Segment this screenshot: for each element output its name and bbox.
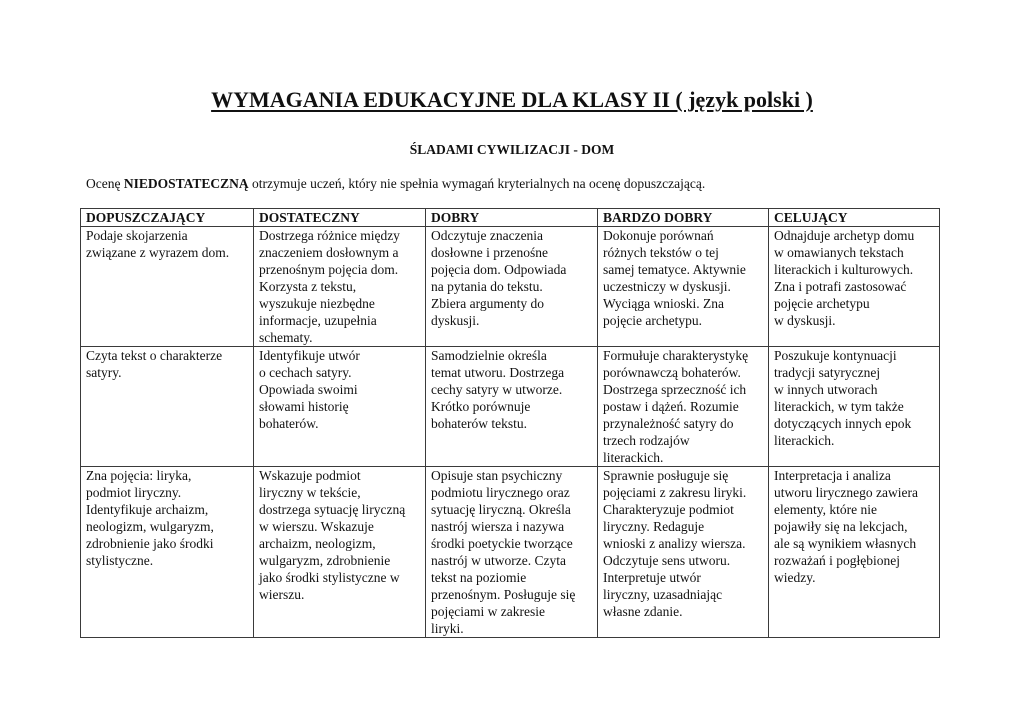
cell-text-line: samej tematyce. Aktywnie: [603, 262, 746, 277]
cell-text-line: liryczny. Redaguje: [603, 519, 705, 534]
cell-text-line: Poszukuje kontynuacji: [774, 348, 897, 363]
column-header-dopuszczajacy: DOPUSZCZAJĄCY: [81, 209, 254, 227]
cell-text-line: liryczny w tekście,: [259, 485, 361, 500]
document-title: WYMAGANIA EDUKACYJNE DLA KLASY II ( język polski ): [211, 87, 813, 112]
cell-text-line: na pytania do tekstu.: [431, 279, 543, 294]
cell-text-line: bohaterów.: [259, 416, 319, 431]
cell-text-line: jako środki stylistyczne w: [259, 570, 400, 585]
cell-text-line: Zbiera argumenty do: [431, 296, 544, 311]
cell-text-line: liryczny, uzasadniając: [603, 587, 723, 602]
cell-text-line: Odnajduje archetyp domu: [774, 228, 915, 243]
cell-text-line: związane z wyrazem dom.: [86, 245, 230, 260]
table-cell-dobry: [426, 347, 598, 467]
table-row: [81, 347, 940, 467]
table-row: [81, 467, 940, 638]
cell-text-line: Identyfikuje utwór: [259, 348, 360, 363]
cell-text-line: stylistyczne.: [86, 553, 154, 568]
cell-text-line: porównawczą bohaterów.: [603, 365, 741, 380]
cell-text-line: o cechach satyry.: [259, 365, 352, 380]
cell-text-line: rozważań i pogłębionej: [774, 553, 900, 568]
cell-text-line: Zna pojęcia: liryka,: [86, 468, 192, 483]
cell-text-line: elementy, które nie: [774, 502, 877, 517]
cell-text-line: literackich.: [603, 450, 664, 465]
cell-text-line: w dyskusji.: [774, 313, 836, 328]
cell-text-line: nastrój wiersza i nazywa: [431, 519, 565, 534]
cell-text-line: wnioski z analizy wiersza.: [603, 536, 746, 551]
table-cell-dobry: [426, 227, 598, 347]
table-cell-dostateczny: [254, 467, 426, 638]
cell-text-line: trzech rodzajów: [603, 433, 690, 448]
cell-text-line: Odczytuje znaczenia: [431, 228, 544, 243]
cell-text-line: literackich i kulturowych.: [774, 262, 914, 277]
cell-text-line: podmiotu lirycznego oraz: [431, 485, 570, 500]
cell-text-line: pojęciami z zakresu liryki.: [603, 485, 747, 500]
cell-text-line: pojawiły się na lekcjach,: [774, 519, 908, 534]
table-cell-dopuszczajacy: [81, 347, 254, 467]
cell-text-line: podmiot liryczny.: [86, 485, 182, 500]
cell-text-line: zdrobnienie jako środki: [86, 536, 214, 551]
cell-text-line: informacje, uzupełnia: [259, 313, 377, 328]
cell-text-line: wierszu.: [259, 587, 305, 602]
cell-text-line: Samodzielnie określa: [431, 348, 547, 363]
table-cell-dopuszczajacy: [81, 227, 254, 347]
requirements-table: [80, 208, 940, 638]
cell-text-line: sytuację liryczną. Określa: [431, 502, 571, 517]
cell-text-line: znaczeniem dosłownym a: [259, 245, 399, 260]
cell-text-line: ale są wynikiem własnych: [774, 536, 917, 551]
cell-text-line: Podaje skojarzenia: [86, 228, 188, 243]
table-cell-bardzo-dobry: [598, 467, 769, 638]
column-header-celujacy: CELUJĄCY: [769, 209, 940, 227]
cell-text-line: Opowiada swoimi: [259, 382, 358, 397]
cell-text-line: Wyciąga wnioski. Zna: [603, 296, 725, 311]
cell-text-line: Krótko porównuje: [431, 399, 531, 414]
cell-text-line: Identyfikuje archaizm,: [86, 502, 209, 517]
table-cell-bardzo-dobry: [598, 347, 769, 467]
cell-text-line: wyszukuje niezbędne: [259, 296, 375, 311]
cell-text-line: pojęcie archetypu.: [603, 313, 702, 328]
cell-text-line: w innych utworach: [774, 382, 878, 397]
cell-text-line: dosłowne i przenośne: [431, 245, 548, 260]
cell-text-line: Interpretuje utwór: [603, 570, 701, 585]
table-cell-dopuszczajacy: [81, 467, 254, 638]
table-cell-dostateczny: [254, 347, 426, 467]
table-cell-celujacy: [769, 227, 940, 347]
column-header-dobry: DOBRY: [426, 209, 598, 227]
document-subtitle: ŚLADAMI CYWILIZACJI - DOM: [409, 142, 615, 157]
cell-text-line: nastrój w utworze. Czyta: [431, 553, 566, 568]
table-cell-celujacy: [769, 467, 940, 638]
cell-text-line: Wskazuje podmiot: [259, 468, 361, 483]
cell-text-line: temat utworu. Dostrzega: [431, 365, 565, 380]
cell-text-line: Charakteryzuje podmiot: [603, 502, 734, 517]
cell-text-line: bohaterów tekstu.: [431, 416, 527, 431]
intro-paragraph: [86, 175, 705, 193]
cell-text-line: Dokonuje porównań: [603, 228, 714, 243]
cell-text-line: Zna i potrafi zastosować: [774, 279, 907, 294]
table-cell-bardzo-dobry: [598, 227, 769, 347]
cell-text-line: postaw i dążeń. Rozumie: [603, 399, 739, 414]
cell-text-line: schematy.: [259, 330, 313, 345]
cell-text-line: słowami historię: [259, 399, 349, 414]
cell-text-line: Formułuje charakterystykę: [603, 348, 749, 363]
cell-text-line: literackich, w tym także: [774, 399, 904, 414]
intro-grade-name: NIEDOSTATECZNĄ: [123, 176, 249, 191]
cell-text-line: liryki.: [431, 621, 464, 636]
cell-text-line: dotyczących innych epok: [774, 416, 912, 431]
cell-text-line: własne zdanie.: [603, 604, 683, 619]
cell-text-line: dostrzega sytuację liryczną: [259, 502, 406, 517]
cell-text-line: różnych tekstów o tej: [603, 245, 719, 260]
cell-text-line: Dostrzega sprzeczność ich: [603, 382, 747, 397]
cell-text-line: cechy satyry w utworze.: [431, 382, 563, 397]
table-cell-celujacy: [769, 347, 940, 467]
table-header-row: [81, 209, 940, 227]
cell-text-line: Korzysta z tekstu,: [259, 279, 357, 294]
cell-text-line: literackich.: [774, 433, 835, 448]
cell-text-line: Odczytuje sens utworu.: [603, 553, 731, 568]
cell-text-line: w omawianych tekstach: [774, 245, 904, 260]
cell-text-line: Dostrzega różnice między: [259, 228, 400, 243]
cell-text-line: pojęciami w zakresie: [431, 604, 545, 619]
table-row: [81, 227, 940, 347]
cell-text-line: neologizm, wulgaryzm,: [86, 519, 214, 534]
table-cell-dostateczny: [254, 227, 426, 347]
column-header-dostateczny: DOSTATECZNY: [254, 209, 426, 227]
cell-text-line: tradycji satyrycznej: [774, 365, 881, 380]
cell-text-line: Opisuje stan psychiczny: [431, 468, 563, 483]
cell-text-line: przynależność satyry do: [603, 416, 734, 431]
cell-text-line: przenośnym. Posługuje się: [431, 587, 576, 602]
column-header-bardzo-dobry: BARDZO DOBRY: [598, 209, 769, 227]
cell-text-line: pojęcie archetypu: [774, 296, 870, 311]
cell-text-line: utworu lirycznego zawiera: [774, 485, 918, 500]
cell-text-line: wulgaryzm, zdrobnienie: [259, 553, 391, 568]
cell-text-line: wiedzy.: [774, 570, 816, 585]
cell-text-line: środki poetyckie tworzące: [431, 536, 573, 551]
intro-text-end: otrzymuje uczeń, który nie spełnia wymagań kryterialnych na ocenę dopuszczającą.: [248, 176, 706, 191]
cell-text-line: przenośnym pojęcia dom.: [259, 262, 399, 277]
cell-text-line: w wierszu. Wskazuje: [259, 519, 374, 534]
cell-text-line: satyry.: [86, 365, 122, 380]
cell-text-line: Interpretacja i analiza: [774, 468, 891, 483]
cell-text-line: Sprawnie posługuje się: [603, 468, 729, 483]
intro-text-start: Ocenę: [86, 176, 124, 191]
cell-text-line: tekst na poziomie: [431, 570, 527, 585]
cell-text-line: uczestniczy w dyskusji.: [603, 279, 731, 294]
cell-text-line: archaizm, neologizm,: [259, 536, 376, 551]
cell-text-line: Czyta tekst o charakterze: [86, 348, 223, 363]
cell-text-line: dyskusji.: [431, 313, 480, 328]
table-cell-dobry: [426, 467, 598, 638]
cell-text-line: pojęcia dom. Odpowiada: [431, 262, 567, 277]
